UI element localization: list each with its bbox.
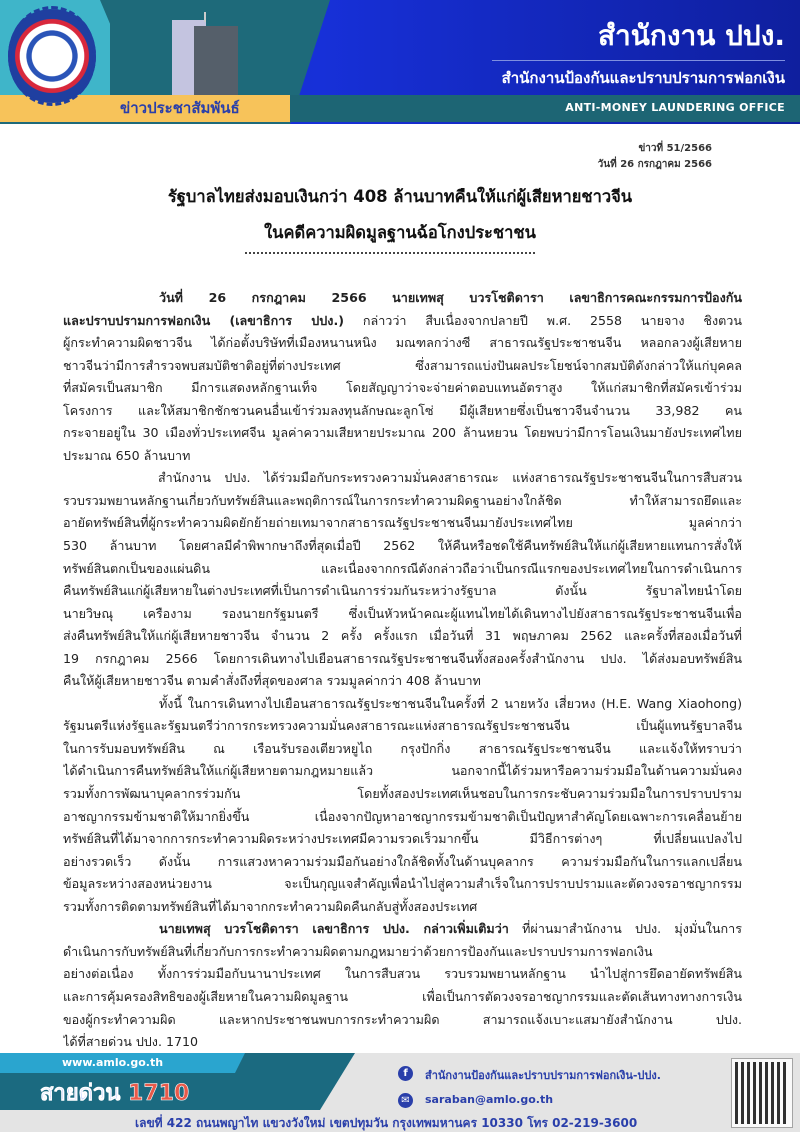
body-line <box>63 738 742 761</box>
line-text: ได้ดำเนินการคืนทรัพย์สินให้แก่ผู้เสียหายตามกฎหมายแล้ว นอกจากนี้ได้ร่วมหารือความร่วมมือในด้านความมั่นคง <box>63 763 742 779</box>
body-line <box>63 828 742 851</box>
line-text: คืนให้ผู้เสียหายชาวจีน ตามคำสั่งถึงที่สุดของศาล รวมมูลค่ากว่า 408 ล้านบาท <box>63 673 481 689</box>
body-line <box>63 806 742 829</box>
building-illustration <box>172 12 242 95</box>
article-body <box>63 287 742 1054</box>
news-number: ข่าวที่ 51/2566 <box>638 143 712 154</box>
headline-line-2: ในคดีความผิดมูลฐานฉ้อโกงประชาชน <box>264 223 536 242</box>
office-title: สำนักงาน ปปง. <box>597 19 785 52</box>
body-line <box>63 512 742 535</box>
body-line <box>63 603 742 626</box>
amlo-logo <box>8 6 96 106</box>
logo-star-icon <box>8 6 96 106</box>
line-text: ของผู้กระทำความผิด และหากประชาชนพบการกระทำความผิด สามารถแจ้งเบาะแสมายังสำนักงาน ปปง. <box>63 1011 742 1027</box>
body-line <box>63 490 742 513</box>
line-text: ทรัพย์สินที่ได้มาจากการกระทำความผิดระหว่างประเทศมีความรวดเร็วมากขึ้น มีวิธีการต่างๆ ที่เปลี่ยนแปลงไป <box>63 831 742 847</box>
body-line <box>63 580 742 603</box>
bold-lead-text: และปราบปรามการฟอกเงิน (เลขาธิการ ปปง.) <box>63 312 344 328</box>
body-line <box>63 445 742 468</box>
line-text: กระจายอยู่ใน 30 เมืองทั่วประเทศจีน มูลค่าความเสียหายประมาณ 200 ล้านหยวน โดยพบว่ามีการโอนเงินมายังประเทศไทย <box>63 425 742 441</box>
body-line <box>63 558 742 581</box>
line-text: ประมาณ 650 ล้านบาท <box>63 447 191 463</box>
body-line <box>63 783 742 806</box>
email-link[interactable]: saraban@amlo.go.th <box>425 1093 554 1106</box>
line-text: รัฐมนตรีแห่งรัฐและรัฐมนตรีว่าการกระทรวงความมั่นคงสาธารณะแห่งสาธารณรัฐประชาชนจีน เป็นผู้แทนรัฐบาลจีน <box>63 718 742 734</box>
line-text: ผู้กระทำความผิดชาวจีน ได้ก่อตั้งบริษัทที่เมืองหนานหนิง มณฑลกว่างซี สาธารณรัฐประชาชนจีน หลอกลวงผู้เสียหาย <box>63 335 742 351</box>
line-text: ในการรับมอบทรัพย์สิน ณ เรือนรับรองเตียวหยูไถ กรุงปักกิ่ง สาธารณรัฐประชาชนจีน และแจ้งให้ทราบว่า <box>63 740 742 756</box>
body-line <box>63 986 742 1009</box>
bold-lead-text: วันที่ 26 กรกฎาคม 2566 นายเทพสุ บวรโชติดารา เลขาธิการคณะกรรมการป้องกัน <box>159 290 742 305</box>
office-english-name: ANTI-MONEY LAUNDERING OFFICE <box>565 101 785 114</box>
body-line <box>63 332 742 355</box>
body-line <box>63 1009 742 1032</box>
mail-icon: ✉ <box>398 1093 413 1108</box>
line-text: และการคุ้มครองสิทธิของผู้เสียหายในความผิดมูลฐาน เพื่อเป็นการตัดวงจรอาชญากรรมและตัดเส้นทางทางการเงิน <box>63 988 742 1004</box>
body-line <box>63 355 742 378</box>
body-line <box>63 422 742 445</box>
news-date: วันที่ 26 กรกฎาคม 2566 <box>597 159 712 170</box>
facebook-icon: f <box>398 1066 413 1081</box>
qr-code <box>732 1059 792 1127</box>
footer <box>0 1053 800 1132</box>
line-text: ที่ผ่านมาสำนักงาน ปปง. มุ่งมั่นในการ <box>508 921 742 937</box>
body-line <box>63 1031 742 1054</box>
headline-line-1: รัฐบาลไทยส่งมอบเงินกว่า 408 ล้านบาทคืนให้แก่ผู้เสียหายชาวจีน <box>167 187 633 206</box>
dotted-divider <box>245 252 535 254</box>
body-line <box>63 535 742 558</box>
line-text: รวมทั้งการติดตามทรัพย์สินที่ได้มาจากกระทำความผิดคืนกลับสู่ทั้งสองประเทศ <box>63 898 478 914</box>
line-text: กล่าวว่า สืบเนื่องจากปลายปี พ.ศ. 2558 นายจาง ชิงตวน <box>343 312 742 328</box>
line-text: ทรัพย์สินตกเป็นของแผ่นดิน และเนื่องจากกรณีดังกล่าวถือว่าเป็นกรณีแรกของประเทศไทยในการดำเนินการ <box>63 560 742 576</box>
line-text: ที่สมัครเป็นสมาชิก มีการแสดงหลักฐานเท็จ โดยสัญญาว่าจะจ่ายค่าตอบแทนอัตราสูง ให้แก่สมาชิกที่สมัครเข้าร่วม <box>63 380 742 396</box>
hotline <box>40 1075 189 1110</box>
website-link[interactable]: www.amlo.go.th <box>62 1056 164 1069</box>
office-subtitle: สำนักงานป้องกันและปราบปรามการฟอกเงิน <box>501 69 785 87</box>
line-text: ได้ที่สายด่วน ปปง. 1710 <box>63 1034 199 1050</box>
bold-lead-text: นายเทพสุ บวรโชติดารา เลขาธิการ ปปง. กล่าวเพิ่มเติมว่า <box>159 921 509 937</box>
line-text: นายวิษณุ เครืองาม รองนายกรัฐมนตรี ซึ่งเป็นหัวหน้าคณะผู้แทนไทยได้เดินทางไปยังสาธารณรัฐประชาชนจีนเพื่อ <box>63 605 742 621</box>
body-line <box>63 941 742 964</box>
line-text: รวบรวมพยานหลักฐานเกี่ยวกับทรัพย์สินและพฤติการณ์ในการกระทำความผิดฐานอย่างใกล้ชิด ทำให้สามารถยึดและ <box>63 492 742 508</box>
body-line <box>63 648 742 671</box>
body-line <box>63 287 742 310</box>
line-text: สำนักงาน ปปง. ได้ร่วมมือกับกระทรวงความมั่นคงสาธารณะ แห่งสาธารณรัฐประชาชนจีนในการสืบสวน <box>158 470 742 486</box>
body-line <box>63 377 742 400</box>
line-text: ทั้งนี้ ในการเดินทางไปเยือนสาธารณรัฐประชาชนจีนในครั้งที่ 2 นายหวัง เสี่ยวหง (H.E. Wang Xiaohong) <box>159 695 742 711</box>
body-line <box>63 670 742 693</box>
body-line <box>63 963 742 986</box>
body-line <box>63 918 742 941</box>
hotline-label: สายด่วน <box>40 1081 121 1106</box>
line-text: 19 กรกฎาคม 2566 โดยการเดินทางไปเยือนสาธารณรัฐประชาชนจีนทั้งสองครั้งสำนักงาน ปปง. ได้ส่งมอบทรัพย์สิน <box>63 650 742 666</box>
body-line <box>63 873 742 896</box>
line-text: รวมทั้งการพัฒนาบุคลากรร่วมกัน โดยทั้งสองประเทศเห็นชอบในการกระชับความร่วมมือในการปราบปราม <box>63 786 742 802</box>
section-label: ข่าวประชาสัมพันธ์ <box>120 99 240 117</box>
line-text: ส่งคืนทรัพย์สินให้แก่ผู้เสียหายชาวจีน จำนวน 2 ครั้ง ครั้งแรก เมื่อวันที่ 31 พฤษภาคม 2562 และครั้งที่สองเมื่อวันที่ <box>63 628 742 644</box>
line-text: ข้อมูลระหว่างสองหน่วยงาน จะเป็นกุญแจสำคัญเพื่อนำไปสู่ความสำเร็จในการปราบปรามและตัดวงจรอาชญากรรม <box>63 876 742 892</box>
line-text: ชาวจีนว่ามีการสำรวจพบสมบัติชาติอยู่ที่ต่างประเทศ ซึ่งสามารถแบ่งปันผลประโยชน์จากสมบัติดังกล่าวให้แก่บุคคล <box>63 357 742 373</box>
facebook-page[interactable]: สำนักงานป้องกันและปราบปรามการฟอกเงิน-ปปง. <box>425 1069 661 1082</box>
body-line <box>63 467 742 490</box>
body-line <box>63 715 742 738</box>
line-text: อายัดทรัพย์สินที่ผู้กระทำความผิดยักย้ายถ่ายเทมาจากสาธารณรัฐประชาชนจีนมายังประเทศไทย มูลค่ากว่า <box>63 515 742 531</box>
line-text: คืนทรัพย์สินแก่ผู้เสียหายในต่างประเทศที่เป็นการดำเนินการร่วมกันระหว่างรัฐบาล ดังนั้น รัฐบาลไทยนำโดย <box>63 583 742 599</box>
header-divider <box>492 60 785 61</box>
body-line <box>63 851 742 874</box>
body-line <box>63 693 742 716</box>
line-text: อย่างรวดเร็ว ดังนั้น การแสวงหาความร่วมมือกันอย่างใกล้ชิดทั้งในด้านบุคลากร ความร่วมมือกันในการแลกเปลี่ยน <box>63 853 742 869</box>
letterhead <box>0 0 800 124</box>
line-text: โครงการ และให้สมาชิกชักชวนคนอื่นเข้าร่วมลงทุนลักษณะลูกโซ่ มีผู้เสียหายซึ่งเป็นชาวจีนจำนวน 33,982 คน <box>63 402 742 418</box>
body-line <box>63 310 742 333</box>
line-text: อาชญากรรมข้ามชาติให้มากยิ่งขึ้น เนื่องจากปัญหาอาชญากรรมข้ามชาติเป็นปัญหาสำคัญโดยเฉพาะการเคลื่อนย้าย <box>63 808 742 824</box>
line-text: อย่างต่อเนื่อง ทั้งการร่วมมือกับนานาประเทศ ในการสืบสวน รวบรวมพยานหลักฐาน นำไปสู่การยึดอายัดทรัพย์สิน <box>63 966 742 982</box>
hotline-number: 1710 <box>128 1081 190 1106</box>
line-text: 530 ล้านบาท โดยศาลมีคำพิพากษาถึงที่สุดเมื่อปี 2562 ให้คืนหรือชดใช้คืนทรัพย์สินให้แก่ผู้เสียหายแทนการสั่งให้ <box>63 538 742 554</box>
body-line <box>63 896 742 919</box>
body-line <box>63 760 742 783</box>
line-text: ดำเนินการกับทรัพย์สินที่เกี่ยวกับการกระทำความผิดตามกฎหมายว่าด้วยการป้องกันและปราบปรามการฟอกเงิน <box>63 943 653 959</box>
body-line <box>63 625 742 648</box>
body-line <box>63 400 742 423</box>
office-address: เลขที่ 422 ถนนพญาไท แขวงวังใหม่ เขตปทุมวัน กรุงเทพมหานคร 10330 โทร 02-219-3600 <box>135 1116 638 1130</box>
